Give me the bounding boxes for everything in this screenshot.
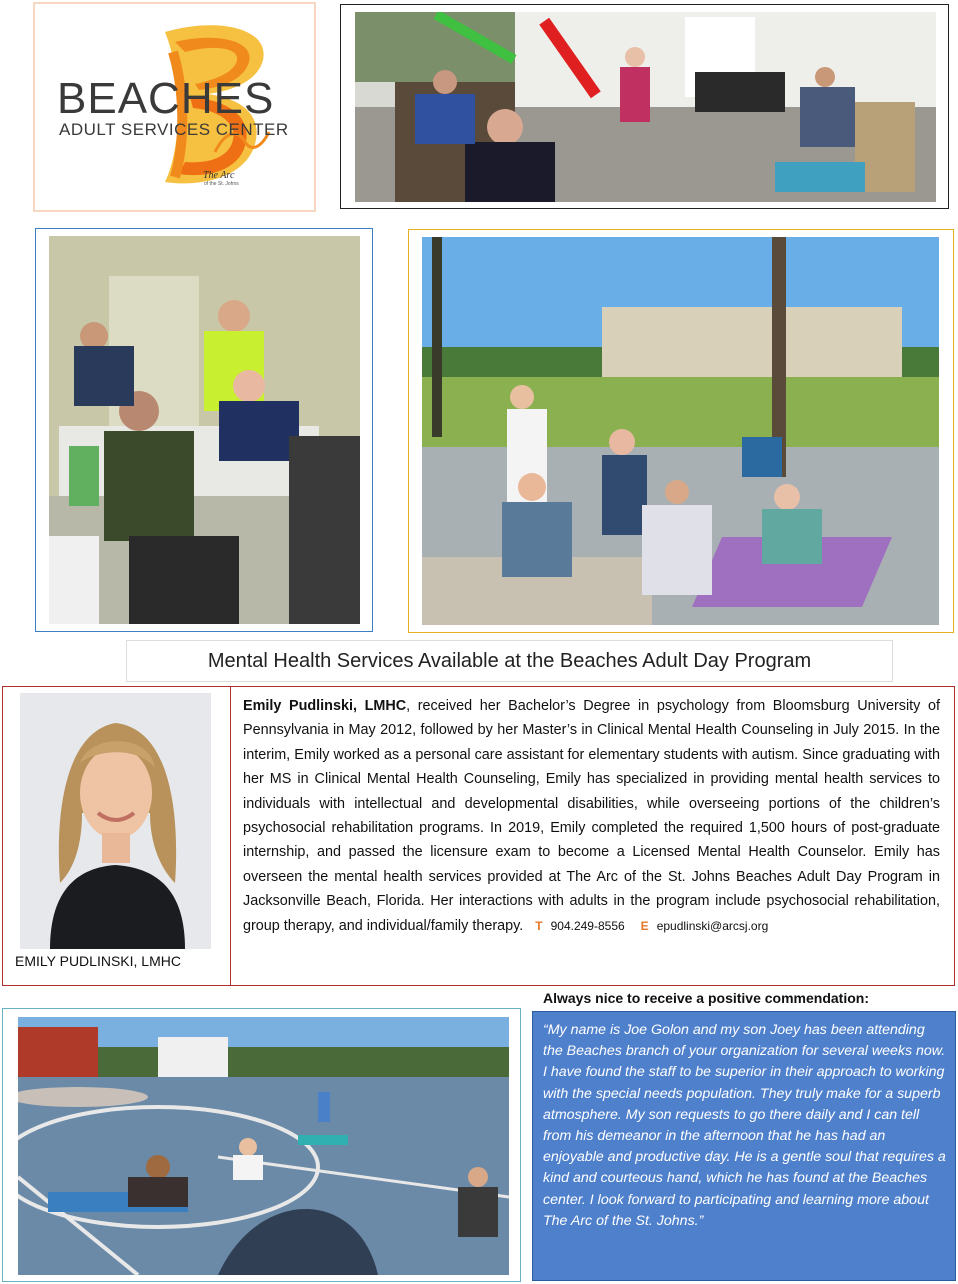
quote-heading: Always nice to receive a positive commendation:: [543, 990, 869, 1006]
photo-frame-indoor: [35, 228, 373, 632]
logo-arc-text: The Arc: [203, 170, 235, 181]
photo-frame-patio: [340, 4, 949, 209]
section-heading: Mental Health Services Available at the Beaches Adult Day Program: [207, 649, 812, 672]
patio-activity-photo: [355, 12, 936, 202]
court-activity-photo: [18, 1017, 509, 1275]
logo-title: BEACHES: [57, 74, 275, 123]
portrait-photo: [20, 693, 211, 949]
bio-divider: [230, 686, 231, 986]
email-label: E: [640, 918, 649, 933]
portrait-caption: EMILY PUDLINSKI, LMHC: [15, 953, 181, 969]
indoor-activity-photo: [49, 236, 360, 624]
bio-paragraph: [243, 694, 940, 938]
quote-text: “My name is Joe Golon and my son Joey has been attending the Beaches branch of your organization for several weeks now. I have found the staff to be superior in their approach to working with the special needs population. They truly make for a superb atmosphere. My son requests to go there daily and I can tell from his demeanor in the afternoon that he has had an enjoyable and productive day. He is a gentle soul that requires a kind and courteous hand, which he has found at the Beaches center. I look forward to participating and learning more about The Arc of the St. Johns.”: [543, 1022, 946, 1229]
phone-label: T: [535, 918, 543, 933]
email-address[interactable]: epudlinski@arcsj.org: [656, 918, 769, 933]
photo-frame-court: [2, 1008, 521, 1282]
logo-arc-subtext: of the St. Johns: [204, 181, 239, 187]
bio-name: Emily Pudlinski, LMHC: [243, 698, 407, 714]
park-celebration-photo: [422, 237, 939, 625]
photo-frame-park: [408, 229, 954, 633]
beaches-logo: [33, 2, 316, 212]
phone-number: 904.249-8556: [550, 918, 625, 933]
logo-subtitle: ADULT SERVICES CENTER: [59, 120, 289, 139]
section-heading-box: [126, 640, 893, 682]
bio-body: , received her Bachelor’s Degree in psychology from Bloomsburg University of Pennsylvania in May 2012, followed by her Master’s in Clinical Mental Health Counseling in July 2015. In the interim, Emily worked as a personal care assistant for elementary students with autism. Since graduating with her MS in Clinical Mental Health Counseling, Emily has specialized in providing mental health services to individuals with intellectual and developmental disabilities, while overseeing portions of the children’s psychosocial rehabilitation programs. In 2019, Emily completed the required 1,500 hours of post-graduate internship, and passed the licensure exam to become a Licensed Mental Health Counselor. Emily has overseen the mental health services provided at The Arc of the St. Johns Beaches Adult Day Program in Jacksonville Beach, Florida. Her interactions with adults in the program include psychosocial rehabilitation, group therapy, and individual/family therapy.: [243, 698, 940, 934]
